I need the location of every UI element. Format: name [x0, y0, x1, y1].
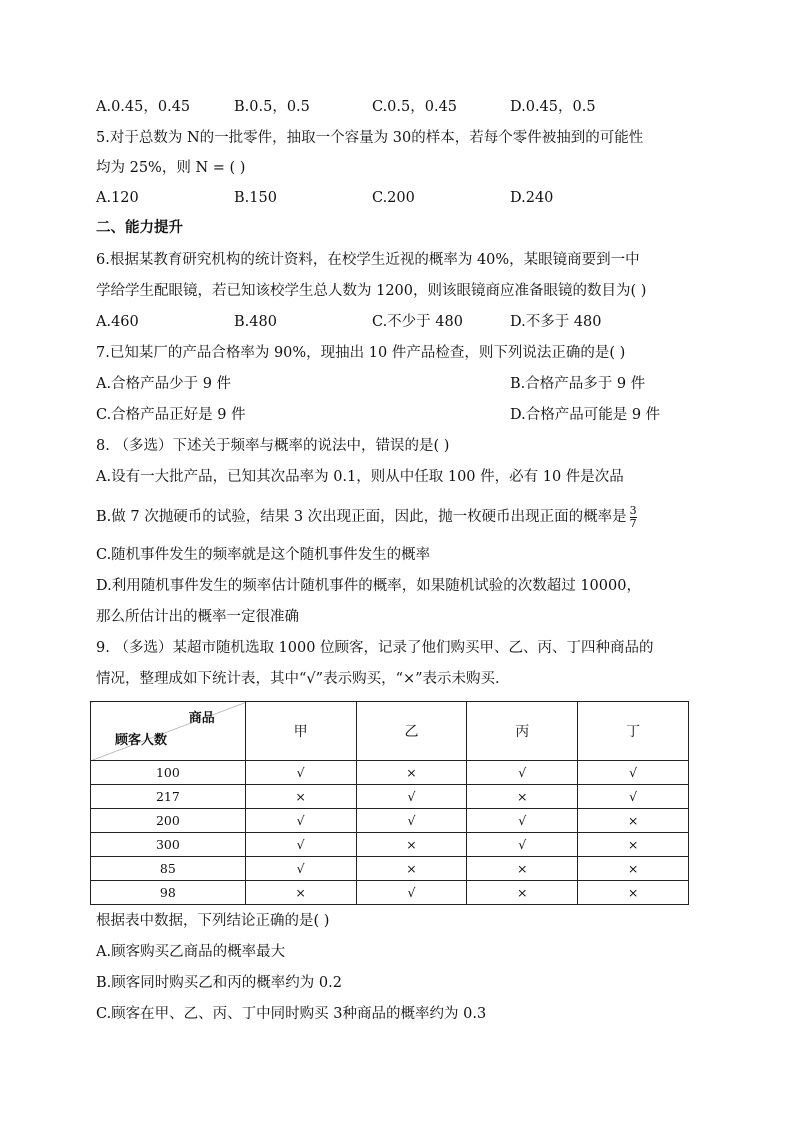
purchase-mark: √ [245, 857, 356, 881]
customer-count: 98 [91, 881, 246, 905]
q7-option-c: C.合格产品正好是 9 件 [96, 407, 246, 423]
q5-option-a: A.120 [96, 190, 139, 206]
table-corner-cell [91, 702, 246, 761]
q5-stem-line2: 均为 25%，则 N = ( ) [96, 160, 246, 176]
q5-option-d: D.240 [510, 190, 554, 206]
purchase-mark: √ [467, 761, 578, 785]
customer-count: 217 [91, 785, 246, 809]
q7-option-a: A.合格产品少于 9 件 [96, 376, 232, 392]
q6-option-d: D.不多于 480 [510, 314, 602, 330]
q9-stem-line2: 情况，整理成如下统计表，其中“√”表示购买，“×”表示未购买. [96, 671, 500, 687]
purchase-mark: × [356, 833, 467, 857]
purchase-mark: √ [578, 761, 689, 785]
q7-option-d: D.合格产品可能是 9 件 [510, 407, 661, 423]
q8-option-b-text: B.做 7 次抛硬币的试验，结果 3 次出现正面，因此，抛一枚硬币出现正面的概率是 [96, 509, 627, 525]
q7-stem: 7.已知某厂的产品合格率为 90%，现抽出 10 件产品检查，则下列说法正确的是( ) [96, 345, 626, 361]
purchase-mark: √ [245, 809, 356, 833]
purchase-mark: √ [245, 761, 356, 785]
fraction-denominator: 7 [629, 516, 637, 530]
column-header: 丙 [467, 702, 578, 761]
purchase-mark: √ [467, 809, 578, 833]
section-heading: 二、能力提升 [96, 220, 183, 236]
q6-option-a: A.460 [96, 314, 139, 330]
q7-option-b: B.合格产品多于 9 件 [510, 376, 646, 392]
column-header: 甲 [245, 702, 356, 761]
purchase-mark: √ [578, 785, 689, 809]
table-row [91, 785, 689, 809]
q9-stem-line1: 9. （多选）某超市随机选取 1000 位顾客，记录了他们购买甲、乙、丙、丁四种商品的 [96, 640, 654, 656]
q8-option-b [96, 500, 637, 534]
q9-option-b: B.顾客同时购买乙和丙的概率约为 0.2 [96, 975, 342, 991]
q4-option-d: D.0.45，0.5 [510, 99, 596, 115]
column-header: 乙 [356, 702, 467, 761]
purchase-mark: √ [356, 881, 467, 905]
q6-option-c: C.不少于 480 [372, 314, 463, 330]
table-row [91, 761, 689, 785]
table-row [91, 809, 689, 833]
table-row [91, 857, 689, 881]
q8-option-a: A.设有一大批产品，已知其次品率为 0.1，则从中任取 100 件，必有 10 件是次品 [96, 469, 624, 485]
q6-stem-line1: 6.根据某教育研究机构的统计资料，在校学生近视的概率为 40%，某眼镜商要到一中 [96, 252, 640, 268]
purchase-mark: √ [356, 809, 467, 833]
customer-count: 200 [91, 809, 246, 833]
fraction [630, 505, 637, 530]
purchase-mark: × [356, 857, 467, 881]
corner-label-customers: 顾客人数 [115, 733, 168, 748]
q4-option-b: B.0.5，0.5 [234, 99, 310, 115]
q6-stem-line2: 学给学生配眼镜，若已知该校学生总人数为 1200，则该眼镜商应准备眼镜的数目为( ) [96, 283, 647, 299]
statistics-table [90, 701, 689, 905]
column-header: 丁 [578, 702, 689, 761]
q9-option-a: A.顾客购买乙商品的概率最大 [96, 944, 286, 960]
customer-count: 300 [91, 833, 246, 857]
purchase-mark: × [467, 785, 578, 809]
q8-option-c: C.随机事件发生的频率就是这个随机事件发生的概率 [96, 547, 431, 563]
purchase-mark: × [467, 857, 578, 881]
customer-count: 85 [91, 857, 246, 881]
purchase-mark: × [356, 761, 467, 785]
q9-prompt: 根据表中数据，下列结论正确的是( ) [96, 913, 330, 929]
purchase-mark: × [245, 881, 356, 905]
table-row [91, 833, 689, 857]
q6-option-b: B.480 [234, 314, 277, 330]
table-row [91, 881, 689, 905]
q8-stem: 8. （多选）下述关于频率与概率的说法中，错误的是( ) [96, 438, 450, 454]
purchase-mark: × [578, 881, 689, 905]
q5-stem-line1: 5.对于总数为 N的一批零件，抽取一个容量为 30的样本，若每个零件被抽到的可能性 [96, 130, 644, 146]
corner-label-goods: 商品 [188, 711, 215, 726]
q8-option-d-line2: 那么所估计出的概率一定很准确 [96, 609, 299, 625]
q4-option-a: A.0.45，0.45 [96, 99, 191, 115]
fraction-numerator: 3 [629, 503, 637, 517]
q5-option-b: B.150 [234, 190, 277, 206]
purchase-mark: × [578, 857, 689, 881]
table-header-row [91, 702, 689, 761]
purchase-mark: √ [356, 785, 467, 809]
customer-count: 100 [91, 761, 246, 785]
q5-option-c: C.200 [372, 190, 415, 206]
purchase-mark: √ [467, 833, 578, 857]
purchase-mark: × [578, 833, 689, 857]
purchase-mark: √ [245, 833, 356, 857]
purchase-mark: × [245, 785, 356, 809]
q9-option-c: C.顾客在甲、乙、丙、丁中同时购买 3种商品的概率约为 0.3 [96, 1006, 487, 1022]
q8-option-d-line1: D.利用随机事件发生的频率估计随机事件的概率，如果随机试验的次数超过 10000， [96, 578, 641, 594]
q4-option-c: C.0.5，0.45 [372, 99, 458, 115]
purchase-mark: × [578, 809, 689, 833]
purchase-mark: × [467, 881, 578, 905]
